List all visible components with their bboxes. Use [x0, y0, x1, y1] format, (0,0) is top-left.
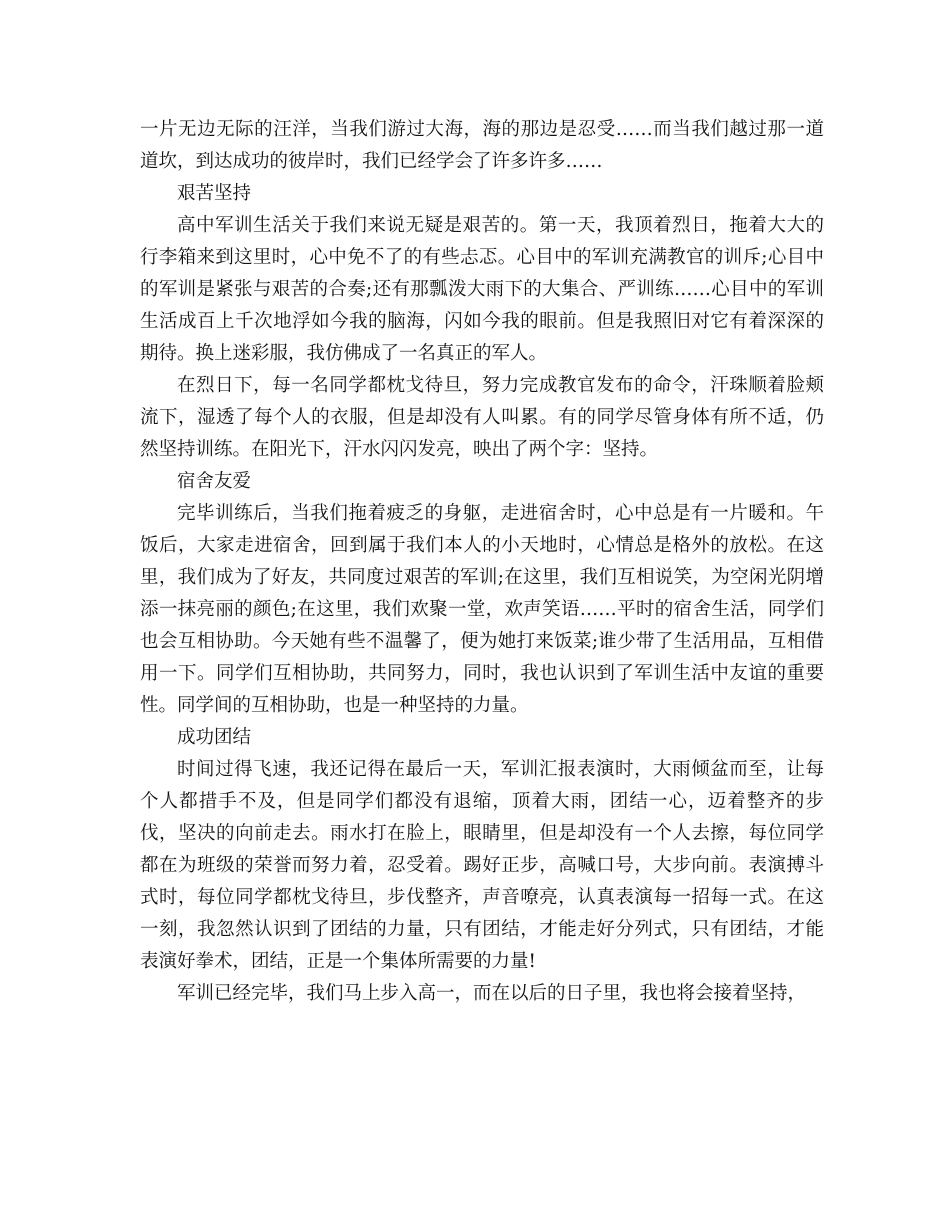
- paragraph-conclusion: 军训已经完毕，我们马上步入高一，而在以后的日子里，我也将会接着坚持，: [177, 983, 807, 1004]
- paragraph-hardship-2: 在烈日下，每一名同学都枕戈待旦，努力完成教官发布的命令，汗珠顺着脸颊流下，湿透了每个人的衣服，但是却没有人叫累。有的同学尽管身体有所不适，仍然坚持训练。在阳光下，汗水闪闪发亮，映出了两个字：坚持。: [140, 375, 824, 460]
- section-heading-unity: 成功团结: [177, 727, 252, 748]
- paragraph-dorm: 完毕训练后，当我们拖着疲乏的身躯，走进宿舍时，心中总是有一片暖和。午饭后，大家走进宿舍，回到属于我们本人的小天地时，心情总是格外的放松。在这里，我们成为了好友，共同度过艰苦的军训;在这里，我们互相说笑，为空闲光阴增添一抹亮丽的颜色;在这里，我们欢聚一堂，欢声笑语……平时的宿舍生活，同学们也会互相协助。今天她有些不温馨了，便为她打来饭菜;谁少带了生活用品，互相借用一下。同学们互相协助，共同努力，同时，我也认识到了军训生活中友谊的重要性。同学间的互相协助，也是一种坚持的力量。: [140, 503, 824, 716]
- section-heading-dorm: 宿舍友爱: [177, 471, 252, 492]
- paragraph-intro-continuation: 一片无边无际的汪洋，当我们游过大海，海的那边是忍受……而当我们越过那一道道坎，到达成功的彼岸时，我们已经学会了许多许多……: [140, 119, 824, 172]
- paragraph-hardship-1: 高中军训生活关于我们来说无疑是艰苦的。第一天，我顶着烈日，拖着大大的行李箱来到这里时，心中免不了的有些忐忑。心目中的军训充满教官的训斥;心目中的军训是紧张与艰苦的合奏;还有那瓢泼大雨下的大集合、严训练……心目中的军训生活成百上千次地浮如今我的脑海，闪如今我的眼前。但是我照旧对它有着深深的期待。换上迷彩服，我仿佛成了一名真正的军人。: [140, 215, 824, 364]
- section-heading-hardship: 艰苦坚持: [177, 183, 252, 204]
- document-body: [140, 114, 824, 1010]
- paragraph-unity: 时间过得飞速，我还记得在最后一天，军训汇报表演时，大雨倾盆而至，让每个人都措手不及，但是同学们都没有退缩，顶着大雨，团结一心，迈着整齐的步伐，坚决的向前走去。雨水打在脸上，眼睛里，但是却没有一个人去擦，每位同学都在为班级的荣誉而努力着，忍受着。踢好正步，高喊口号，大步向前。表演搏斗式时，每位同学都枕戈待旦，步伐整齐，声音嘹亮，认真表演每一招每一式。在这一刻，我忽然认识到了团结的力量，只有团结，才能走好分列式，只有团结，才能表演好拳术，团结，正是一个集体所需要的力量!: [140, 759, 824, 972]
